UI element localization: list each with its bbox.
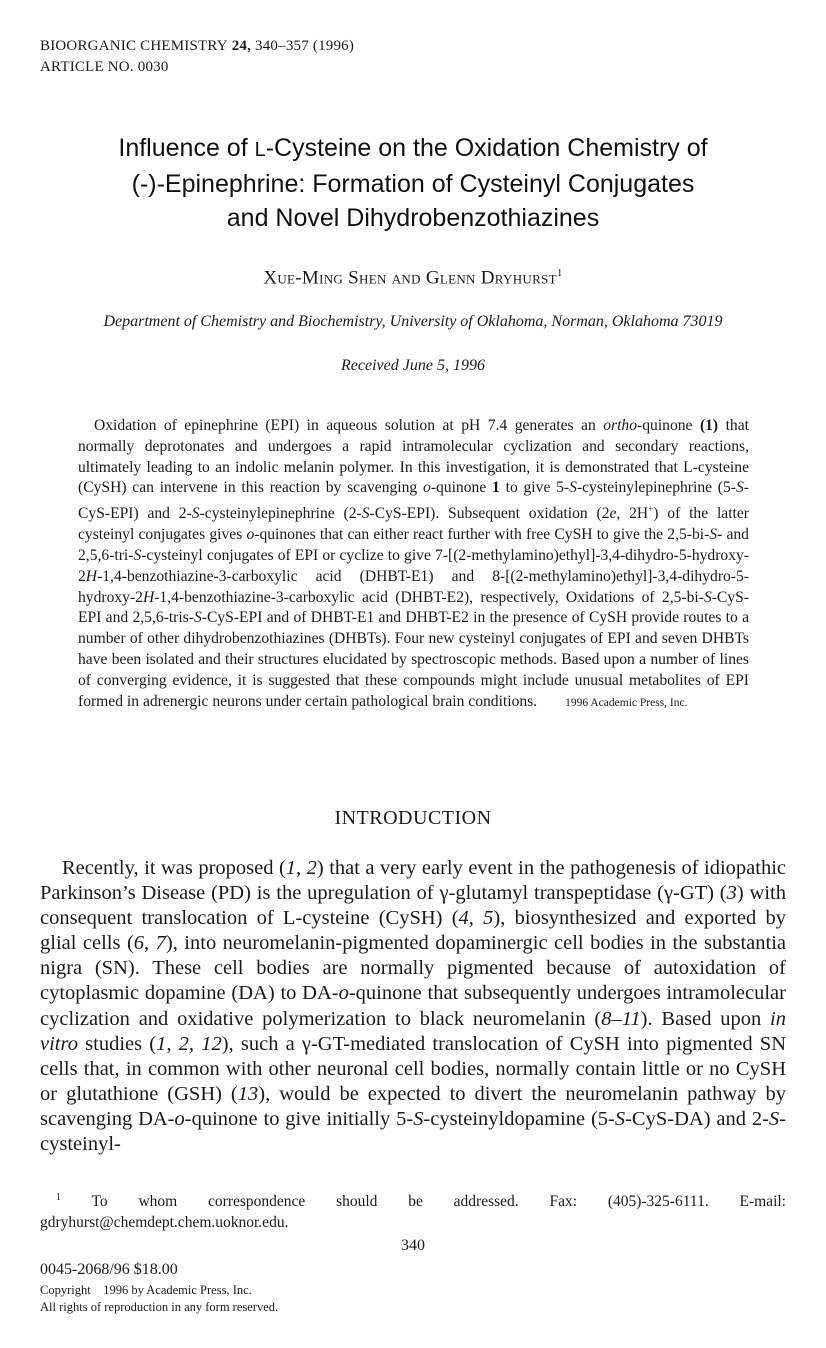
copyright-line: Copyright 1996 by Academic Press, Inc.	[40, 1283, 252, 1297]
copyright	[40, 1282, 278, 1316]
journal-pages-year: 340–357 (1996)	[255, 38, 355, 54]
publisher-note: 1996 Academic Press, Inc.	[565, 696, 688, 709]
footnote-text: To whom correspondence should be addressed. Fax: (405)-325-6111. E-mail: gdryhurst@chemdept.chem.uoknor.edu.	[40, 1193, 786, 1232]
author-footnote-mark: 1	[556, 267, 563, 279]
journal-citation	[40, 36, 354, 57]
authors	[0, 267, 826, 289]
introduction-paragraph: Recently, it was proposed (1, 2) that a very early event in the pathogenesis of idiopathic Parkinson’s Disease (PD) is the upregulation of γ-glutamyl transpeptidase (γ-GT) (3) with consequent translocation of L-cysteine (CySH) (4, 5), biosynthesized and exported by glial cells (6, 7), into neuromelanin-pigmented dopaminergic cell bodies in the substantia nigra (SN). These cell bodies are normally pigmented because of autoxidation of cytoplasmic dopamine (DA) to DA-o-quinone that subsequently undergoes intramolecular cyclization and oxidative polymerization to black neuromelanin (8–11). Based upon in vitro studies (1, 2, 12), such a γ-GT-mediated translocation of CySH into pigmented SN cells that, in common with other neuronal cell bodies, normally contain little or no CySH or glutathione (GSH) (13), would be expected to divert the neuromelanin pathway by scavenging DA-o-quinone to give initially 5-S-cysteinyldopamine (5-S-CyS-DA) and 2-S-cysteinyl-	[40, 857, 787, 1156]
footnote	[40, 1187, 786, 1233]
journal-volume: 24,	[231, 38, 252, 54]
section-heading-introduction: INTRODUCTION	[334, 807, 492, 829]
journal-name: BIOORGANIC CHEMISTRY	[40, 38, 228, 54]
issn-price: 0045-2068/96 $18.00	[40, 1261, 178, 1278]
received-date: Received June 5, 1996	[341, 357, 485, 374]
author-names: Xue-Ming Shen and Glenn Dryhurst	[263, 267, 557, 289]
title-line-2: (-)-Epinephrine: Formation of Cysteinyl Conjugates	[131, 170, 695, 198]
article-number: ARTICLE NO. 0030	[40, 59, 169, 75]
affiliation: Department of Chemistry and Biochemistry, University of Oklahoma, Norman, Oklahoma 73019	[103, 313, 723, 330]
title-line-3: and Novel Dihydrobenzothiazines	[226, 204, 600, 232]
paper-title	[60, 131, 766, 235]
title-line-1: Influence of L-Cysteine on the Oxidation Chemistry of	[118, 134, 708, 162]
footnote-mark: 1	[56, 1192, 61, 1203]
abstract: Oxidation of epinephrine (EPI) in aqueous solution at pH 7.4 generates an ortho-quinone (1) that normally deprotonates and undergoes a rapid intramolecular cyclization and secondary reactions, ultimately leading to an indolic melanin polymer. In this investigation, it is demonstrated that L-cysteine (CySH) can intervene in this reaction by scavenging o-quinone 1 to give 5-S-cysteinylepinephrine (5-S-CyS-EPI) and 2-S-cysteinylepinephrine (2-S-CyS-EPI). Subsequent oxidation (2e, 2H+) of the latter cysteinyl conjugates gives o-quinones that can either react further with free CySH to give the 2,5-bi-S- and 2,5,6-tri-S-cysteinyl conjugates of EPI or cyclize to give 7-[(2-methylamino)ethyl]-3,4-dihydro-5-hydroxy-2H-1,4-benzothiazine-3-carboxylic acid (DHBT-E1) and 8-[(2-methylamino)ethyl]-3,4-dihydro-5-hydroxy-2H-1,4-benzothiazine-3-carboxylic acid (DHBT-E2), respectively, Oxidations of 2,5-bi-S-CyS-EPI and 2,5,6-tris-S-CyS-EPI and of DHBT-E1 and DHBT-E2 in the presence of CySH provide routes to a number of other dihydrobenzothiazines (DHBTs). Four new cysteinyl conjugates of EPI and seven DHBTs have been isolated and their structures elucidated by spectroscopic methods. Based upon a number of lines of converging evidence, it is suggested that these compounds might include unusual metabolites of EPI formed in adrenergic neurons under certain pathological brain conditions. 1996 Academic Press, Inc.	[78, 417, 750, 710]
rights-line: All rights of reproduction in any form reserved.	[40, 1300, 279, 1314]
page-number: 340	[401, 1237, 425, 1254]
journal-header	[40, 36, 354, 78]
